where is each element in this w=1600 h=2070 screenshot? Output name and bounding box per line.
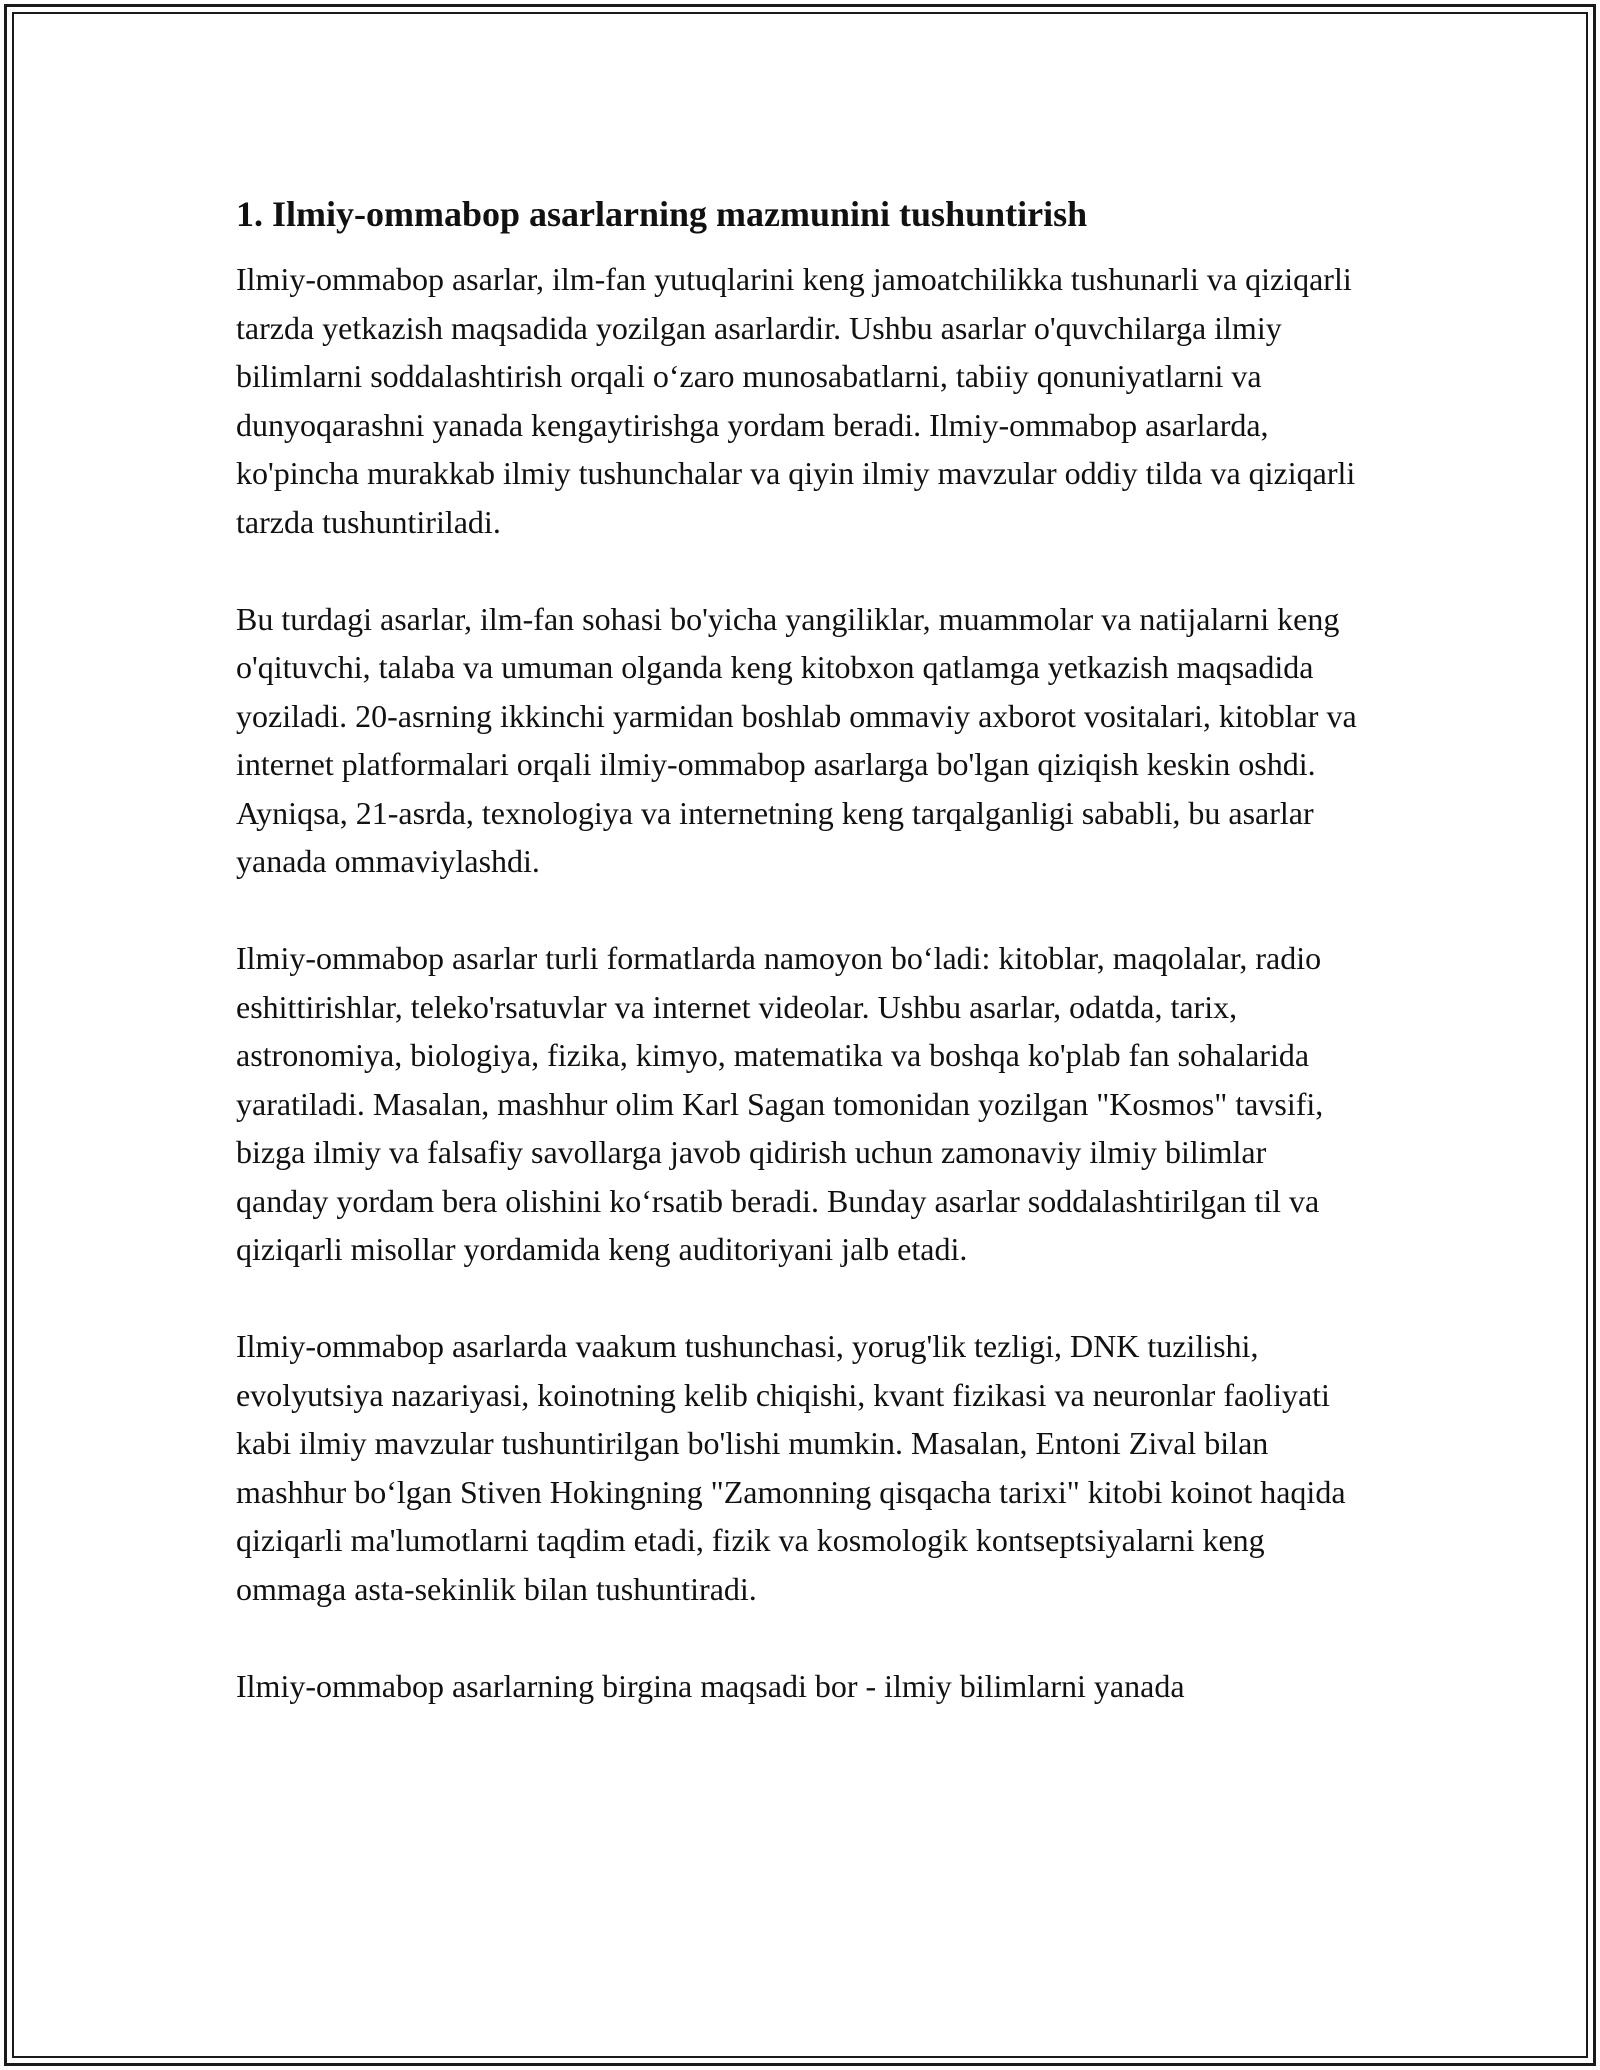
paragraph-5: Ilmiy-ommabop asarlarning birgina maqsadi bor - ilmiy bilimlarni yanada bbox=[236, 1667, 1185, 1704]
section-heading: 1. Ilmiy-ommabop asarlarning mazmunini tushuntirish bbox=[236, 194, 1088, 234]
paragraph-2: Bu turdagi asarlar, ilm-fan sohasi bo'yicha yangiliklar, muammolar va natijalarni keng o'qituvchi, talaba va umuman olganda keng kitobxon qatlamga yetkazish maqsadida yoziladi. 20-asrning ikkinchi yarmidan boshlab ommaviy axborot vositalari, kitoblar va internet platformalari orqali ilmiy-ommabop asarlarga bo'lgan qiziqish keskin oshdi. Ayniqsa, 21-asrda, texnologiya va internetning keng tarqalganligi sababli, bu asarlar yanada ommaviylashdi. bbox=[236, 600, 1357, 879]
paragraph-1: Ilmiy-ommabop asarlar, ilm-fan yutuqlarini keng jamoatchilikka tushunarli va qiziqarli tarzda yetkazish maqsadida yozilgan asarlardir. Ushbu asarlar o'quvchilarga ilmiy bilimlarni soddalashtirish orqali o‘zaro munosabatlarni, tabiiy qonuniyatlarni va dunyoqarashni yanada kengaytirishga yordam beradi. Ilmiy-ommabop asarlarda, ko'pincha murakkab ilmiy tushunchalar va qiyin ilmiy mavzular oddiy tilda va qiziqarli tarzda tushuntiriladi. bbox=[236, 261, 1356, 540]
paragraph-4: Ilmiy-ommabop asarlarda vaakum tushunchasi, yorug'lik tezligi, DNK tuzilishi, evolyutsiya nazariyasi, koinotning kelib chiqishi, kvant fizikasi va neuronlar faoliyati kabi ilmiy mavzular tushuntirilgan bo'lishi mumkin. Masalan, Entoni Zival bilan mashhur bo‘lgan Stiven Hokingning "Zamonning qisqacha tarixi" kitobi koinot haqida qiziqarli ma'lumotlarni taqdim etadi, fizik va kosmologik kontseptsiyalarni keng ommaga asta-sekinlik bilan tushuntiradi. bbox=[236, 1328, 1346, 1607]
document-body bbox=[236, 188, 1366, 1710]
paragraph-3: Ilmiy-ommabop asarlar turli formatlarda namoyon bo‘ladi: kitoblar, maqolalar, radio eshittirishlar, teleko'rsatuvlar va internet videolar. Ushbu asarlar, odatda, tarix, astronomiya, biologiya, fizika, kimyo, matematika va boshqa ko'plab fan sohalarida yaratiladi. Masalan, mashhur olim Karl Sagan tomonidan yozilgan "Kosmos" tavsifi, bizga ilmiy va falsafiy savollarga javob qidirish uchun zamonaviy ilmiy bilimlar qanday yordam bera olishini ko‘rsatib beradi. Bunday asarlar soddalashtirilgan til va qiziqarli misollar yordamida keng auditoriyani jalb etadi. bbox=[236, 940, 1324, 1267]
